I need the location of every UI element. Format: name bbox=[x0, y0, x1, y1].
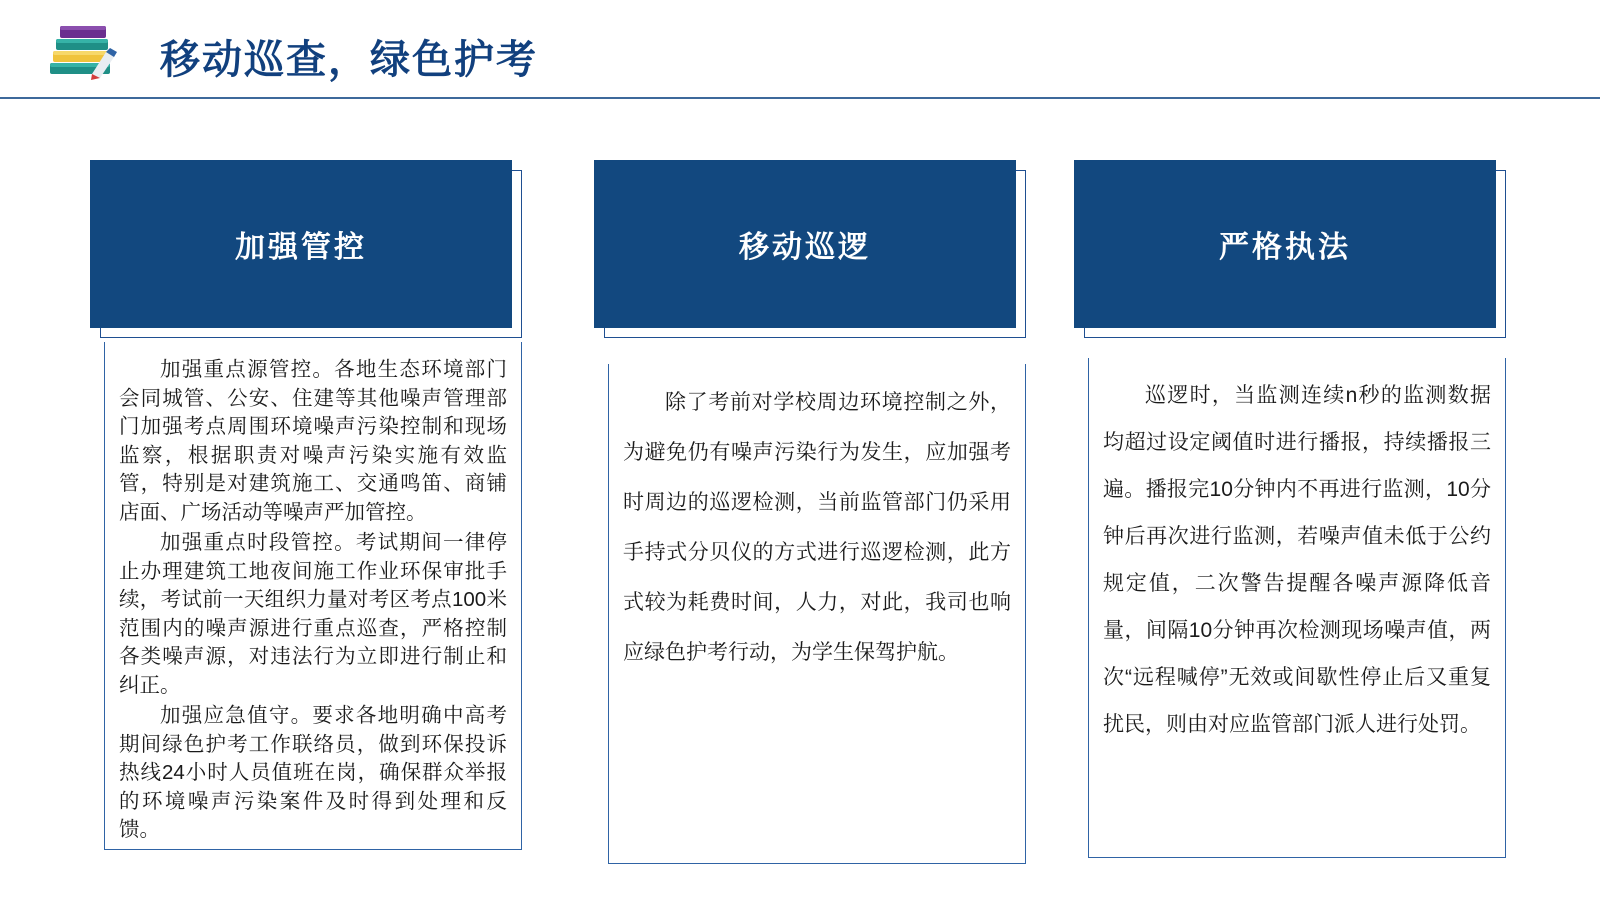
card-body-1 bbox=[104, 342, 522, 850]
card-column-1 bbox=[90, 160, 522, 850]
page-title: 移动巡查，绿色护考 bbox=[160, 38, 538, 82]
card-header-1 bbox=[90, 160, 522, 338]
card-header-fill-3 bbox=[1074, 160, 1496, 328]
card-paragraph: 加强重点源管控。各地生态环境部门会同城管、公安、住建等其他噪声管理部门加强考点周围环境噪声污染控制和现场监察，根据职责对噪声污染实施有效监管，特别是对建筑施工、交通鸣笛、商铺店面、广场活动等噪声严加管控。 bbox=[119, 358, 507, 524]
card-body-2 bbox=[608, 364, 1026, 864]
card-paragraph: 巡逻时，当监测连续n秒的监测数据均超过设定阈值时进行播报，持续播报三遍。播报完10分钟内不再进行监测，10分钟后再次进行监测，若噪声值未低于公约规定值，二次警告提醒各噪声源降低音量，间隔10分钟再次检测现场噪声值，两次“远程喊停”无效或间歇性停止后又重复扰民，则由对应监管部门派人进行处罚。 bbox=[1103, 384, 1491, 736]
page-header bbox=[0, 0, 1600, 98]
card-title-1: 加强管控 bbox=[235, 231, 367, 264]
content-columns bbox=[0, 160, 1600, 880]
card-paragraph: 除了考前对学校周边环境控制之外，为避免仍有噪声污染行为发生，应加强考时周边的巡逻检测，当前监管部门仍采用手持式分贝仪的方式进行巡逻检测，此方式较为耗费时间，人力，对此，我司也响应绿色护考行动，为学生保驾护航。 bbox=[623, 391, 1011, 664]
card-column-2 bbox=[594, 160, 1026, 864]
card-paragraph: 加强应急值守。要求各地明确中高考期间绿色护考工作联络员，做到环保投诉热线24小时人员值班在岗，确保群众举报的环境噪声污染案件及时得到处理和反馈。 bbox=[119, 704, 507, 841]
card-title-3: 严格执法 bbox=[1219, 231, 1351, 264]
card-column-3 bbox=[1074, 160, 1506, 858]
card-header-3 bbox=[1074, 160, 1506, 338]
card-title-2: 移动巡逻 bbox=[739, 231, 871, 264]
header-divider bbox=[0, 97, 1600, 99]
card-paragraph: 加强重点时段管控。考试期间一律停止办理建筑工地夜间施工作业环保审批手续，考试前一天组织力量对考区考点100米范围内的噪声源进行重点巡查，严格控制各类噪声源，对违法行为立即进行制止和纠正。 bbox=[119, 531, 507, 697]
card-body-3 bbox=[1088, 358, 1506, 858]
card-header-fill-1 bbox=[90, 160, 512, 328]
card-header-2 bbox=[594, 160, 1026, 338]
card-header-fill-2 bbox=[594, 160, 1016, 328]
stacked-books-icon bbox=[48, 22, 126, 80]
